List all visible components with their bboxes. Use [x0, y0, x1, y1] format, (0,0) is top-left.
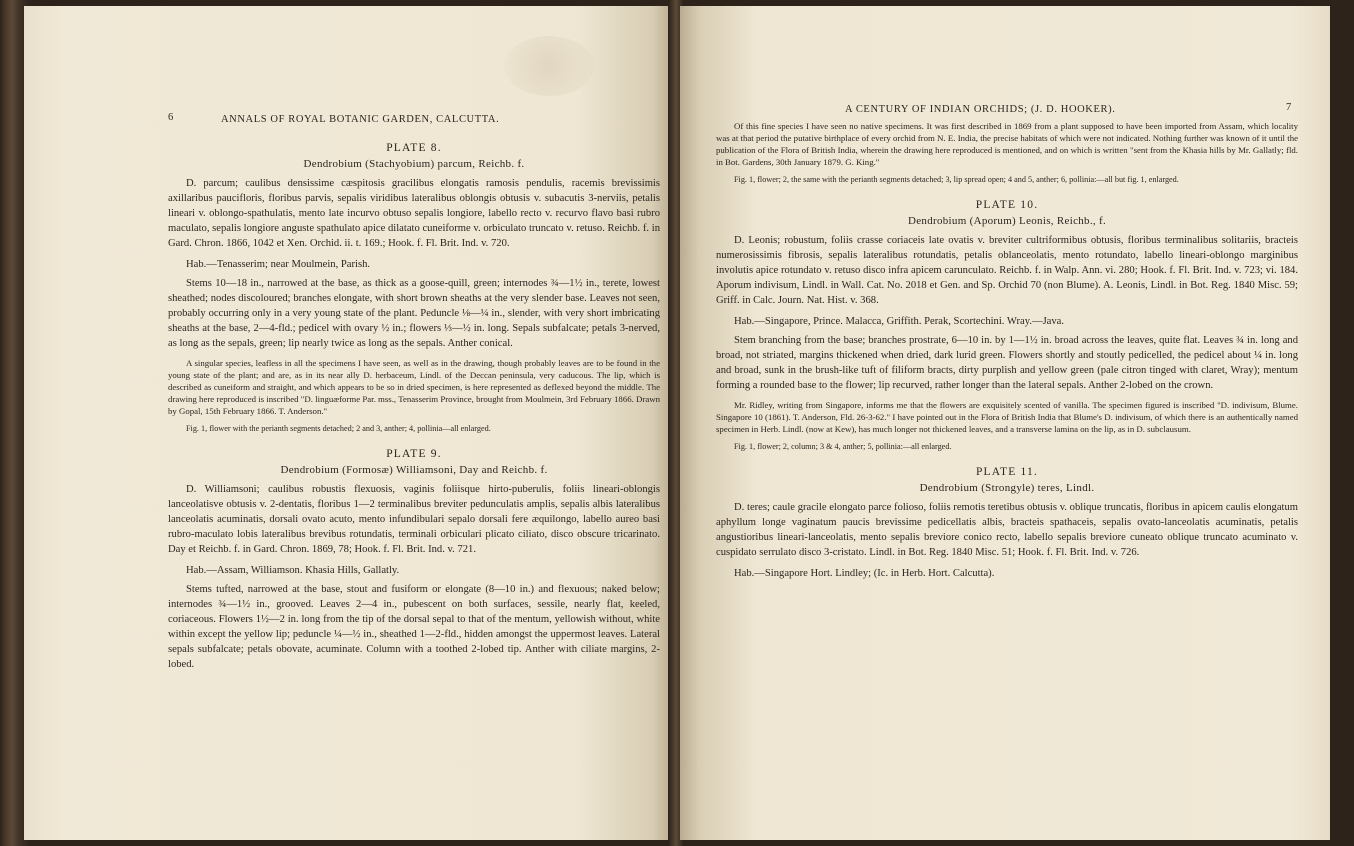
plate-genus: Dendrobium (Formosæ) Williamsoni, Day and Reichb. f. — [280, 464, 548, 476]
plate-10-section — [716, 199, 1298, 452]
note: Mr. Ridley, writing from Singapore, informs me that the flowers are exquisitely scented of vanilla. The specimen figured is inscribed "D. indivisum, Blume. Singapore 10 (1861). T. Anderson, Fld. 26-3-62." I have pointed out in the Flora of British India that Blume's D. indivisum, of which there is an authentically named specimen in Herb. Lindl. (now at Kew), has much longer not thickened leaves, and a transverse lamina on the lip, as in D. subclausum. — [716, 400, 1298, 434]
habitat: Hab.—Assam, Williamson. Khasia Hills, Gallatly. — [186, 565, 400, 576]
latin-diagnosis: D. teres; caule gracile elongato parce folioso, foliis remotis teretibus obtusis v. oblique truncatis, floribus in apicem caulis elongatum aphyllum longe vaginatum paucis brevissime pedicellatis albis, bracteis spathaceis, sepalis ovato-lanceolatis acuminatis, petalis angustioribus lineari-lanceolatis, mento sepalis breviore conico recto, labello sepalis breviore cuneato oblique truncato acuminato v. cuspidato serrulato disco 3-cristato. Lindl. in Bot. Reg. 1840 Misc. 51; Hook. f. Fl. Brit. Ind. v. 726. — [716, 502, 1298, 558]
paper-stain — [504, 36, 594, 96]
habitat: Hab.—Tenasserim; near Moulmein, Parish. — [186, 259, 371, 270]
right-content — [716, 120, 1298, 581]
latin-diagnosis: D. parcum; caulibus densissime cæspitosis gracilibus elongatis ramosis pendulis, racemis brevissimis axillaribus paucifloris, floribus parvis, sepalis viridibus lateralibus oblongis obtusis v. subacutis 3-nerviis, petalis lineari v. oblongo-spathulatis, mento late incurvo obtuso sepalis longiore, labello recto v. recurvo flavo basi rubro maculato, sepalis longiore anguste spathulato apice dilatato cuneiforme v. orbiculato truncato v. retuso. Reichb. f. in Gard. Chron. 1866, 1042 et Xen. Orchid. ii. t. 169.; Hook. f. Fl. Brit. Ind. v. 720. — [168, 178, 660, 249]
description: Stem branching from the base; branches prostrate, 6—10 in. by 1—1½ in. broad across the leaves, quite flat. Leaves ¾ in. long and broad, not striated, margins thickened when dried, dark lurid green. Flowers shortly and stoutly pedicelled, the pedicel about ¼ in. long and broad, sunk in the brush-like tuft of filiform bracts, dirty purplish and yellow green (pale citron tinged with claret, Wray); mentum forming a rounded base to the flower; lip recurved, rather longer than the lateral sepals. Anther 2-lobed on the crown. — [716, 335, 1298, 391]
plate-title: PLATE 8. — [386, 142, 442, 154]
plate-genus: Dendrobium (Aporum) Leonis, Reichb., f. — [907, 215, 1107, 227]
figure-caption: Fig. 1, flower with the perianth segments detached; 2 and 3, anther; 4, pollinia—all enlarged. — [186, 424, 491, 433]
latin-diagnosis: D. Williamsoni; caulibus robustis flexuosis, vaginis foliisque hirto-puberulis, foliis lineari-oblongis lanceolatisve obtusis v. 2-dentatis, floribus 1—2 terminalibus breviter pedunculatis amplis, sepalis albis lateralibus lanceolatis acuminatis, dorsali ovato acuto, mento infundibulari sepalo dorsali fere æquilongo, labello aureo basi rubro-maculato lobis lateralibus brevibus rotundatis, terminali orbiculari plicato ciliato, disco obscure tricarinato. Day et Reichb. f. in Gard. Chron. 1869, 78; Hook. f. Fl. Brit. Ind. v. 721. — [168, 484, 660, 555]
right-page-number: 7 — [1286, 102, 1292, 113]
figure-caption: Fig. 1, flower; 2, column; 3 & 4, anther; 5, pollinia:—all enlarged. — [734, 442, 952, 451]
description: Stems 10—18 in., narrowed at the base, as thick as a goose-quill, green; internodes ¾—1½ in., terete, lowest sheathed; nodes discoloured; branches elongate, with short brown sheaths at the very slender base. Leaves not seen, probably occurring only in a very young state of the plant. Peduncle ⅛—¼ in., slender, with very short imbricating sheaths at the base, 2—4-fld.; pedicel with ovary ½ in.; flowers ⅓—½ in. long. Sepals subfalcate; petals 3-nerved, as long as the sepals, green; lip nearly twice as long as the sepals. Anther conical. — [168, 278, 660, 349]
plate-11-section — [716, 466, 1298, 581]
description: Stems tufted, narrowed at the base, stout and fusiform or elongate (8—10 in.) and flexuous; naked below; internodes ¾—1½ in., grooved. Leaves 2—4 in., pubescent on both surfaces, sessile, nearly flat, keeled, coriaceous. Flowers 1½—2 in. long from the tip of the dorsal sepal to that of the mentum, yellowish without, white within except the yellow lip; peduncle ¼—½ in., sheathed 1—2-fld., hidden amongst the uppermost leaves. Lateral sepals subfalcate; petals obovate, acuminate. Column with a toothed 2-lobed tip. Anther with ciliate margins, 2-lobed. — [168, 584, 660, 670]
plate-title: PLATE 11. — [975, 466, 1039, 478]
latin-diagnosis: D. Leonis; robustum, foliis crasse coriaceis late ovatis v. breviter cultriformibus obtusis, floribus terminalibus solitariis, bracteis numerosissimis fibrosis, sepalis lateralibus rotundatis, petalis oblanceolatis, mento rotundato, labello lineari-oblongo marginibus involutis apice rotundato v. retuso disco infra apicem carunculato. Reichb. f. in Walp. Ann. vi. 280; Hook. f. Fl. Brit. Ind. v. 723; vi. 184. Aporum indivisum, Lindl. in Wall. Cat. No. 2018 et Gen. and Sp. Orchid 70 (non Blume). A. Leonis, Lindl. in Bot. Reg. 1840 Misc. 59; Griff. in Calc. Journ. Nat. Hist. v. 368. — [716, 235, 1298, 306]
left-page-number: 6 — [168, 112, 174, 123]
left-running-head: ANNALS OF ROYAL BOTANIC GARDEN, CALCUTTA. — [221, 114, 500, 125]
plate-genus: Dendrobium (Strongyle) teres, Lindl. — [919, 482, 1095, 494]
note: A singular species, leafless in all the specimens I have seen, as well as in the drawing, though probably leaves are to be found in the young state of the plant; and are, as in its near ally D. herbaceum, Lindl. of the Deccan peninsula, very caducous. The lip, which is described as cuneiform and straight, and which appears to be so in dried specimen, is here represented as deflexed beyond the middle. The drawing here reproduced is inscribed "D. linguæforme Par. mss., Tenasserim Province, brought from Moulmein, 3rd February 1866. Drawn by Gopal, 15th February 1866. T. Anderson." — [168, 358, 660, 416]
left-content — [168, 136, 660, 672]
plate-genus: Dendrobium (Stachyobium) parcum, Reichb. f. — [303, 158, 525, 170]
right-running-head: A CENTURY OF INDIAN ORCHIDS; (J. D. HOOKER). — [845, 104, 1116, 115]
plate-9-section — [168, 448, 660, 672]
intro-note: Of this fine species I have seen no native specimens. It was first described in 1869 from a plant supposed to have been imported from Assam, which locality was at that period the putative birthplace of every orchid from N. E. India, the precise habitats of which were not indicated. Nothing further was known of it until the publication of the Flora of British India, wherein the drawing here reproduced is mentioned, and on which is written "sent from the Khasia hills by Mr. Gallatly; fld. in Bot. Gardens, 30th January 1879. G. King." — [716, 121, 1298, 167]
plate-title: PLATE 9. — [386, 448, 442, 460]
intro-figure-caption: Fig. 1, flower; 2, the same with the perianth segments detached; 3, lip spread open; 4 and 5, anther; 6, pollinia:—all but fig. 1, enlarged. — [734, 175, 1179, 184]
plate-8-section — [168, 142, 660, 434]
plate-title: PLATE 10. — [975, 199, 1039, 211]
habitat: Hab.—Singapore, Prince. Malacca, Griffith. Perak, Scortechini. Wray.—Java. — [734, 316, 1065, 327]
habitat: Hab.—Singapore Hort. Lindley; (Ic. in Herb. Hort. Calcutta). — [734, 568, 995, 579]
